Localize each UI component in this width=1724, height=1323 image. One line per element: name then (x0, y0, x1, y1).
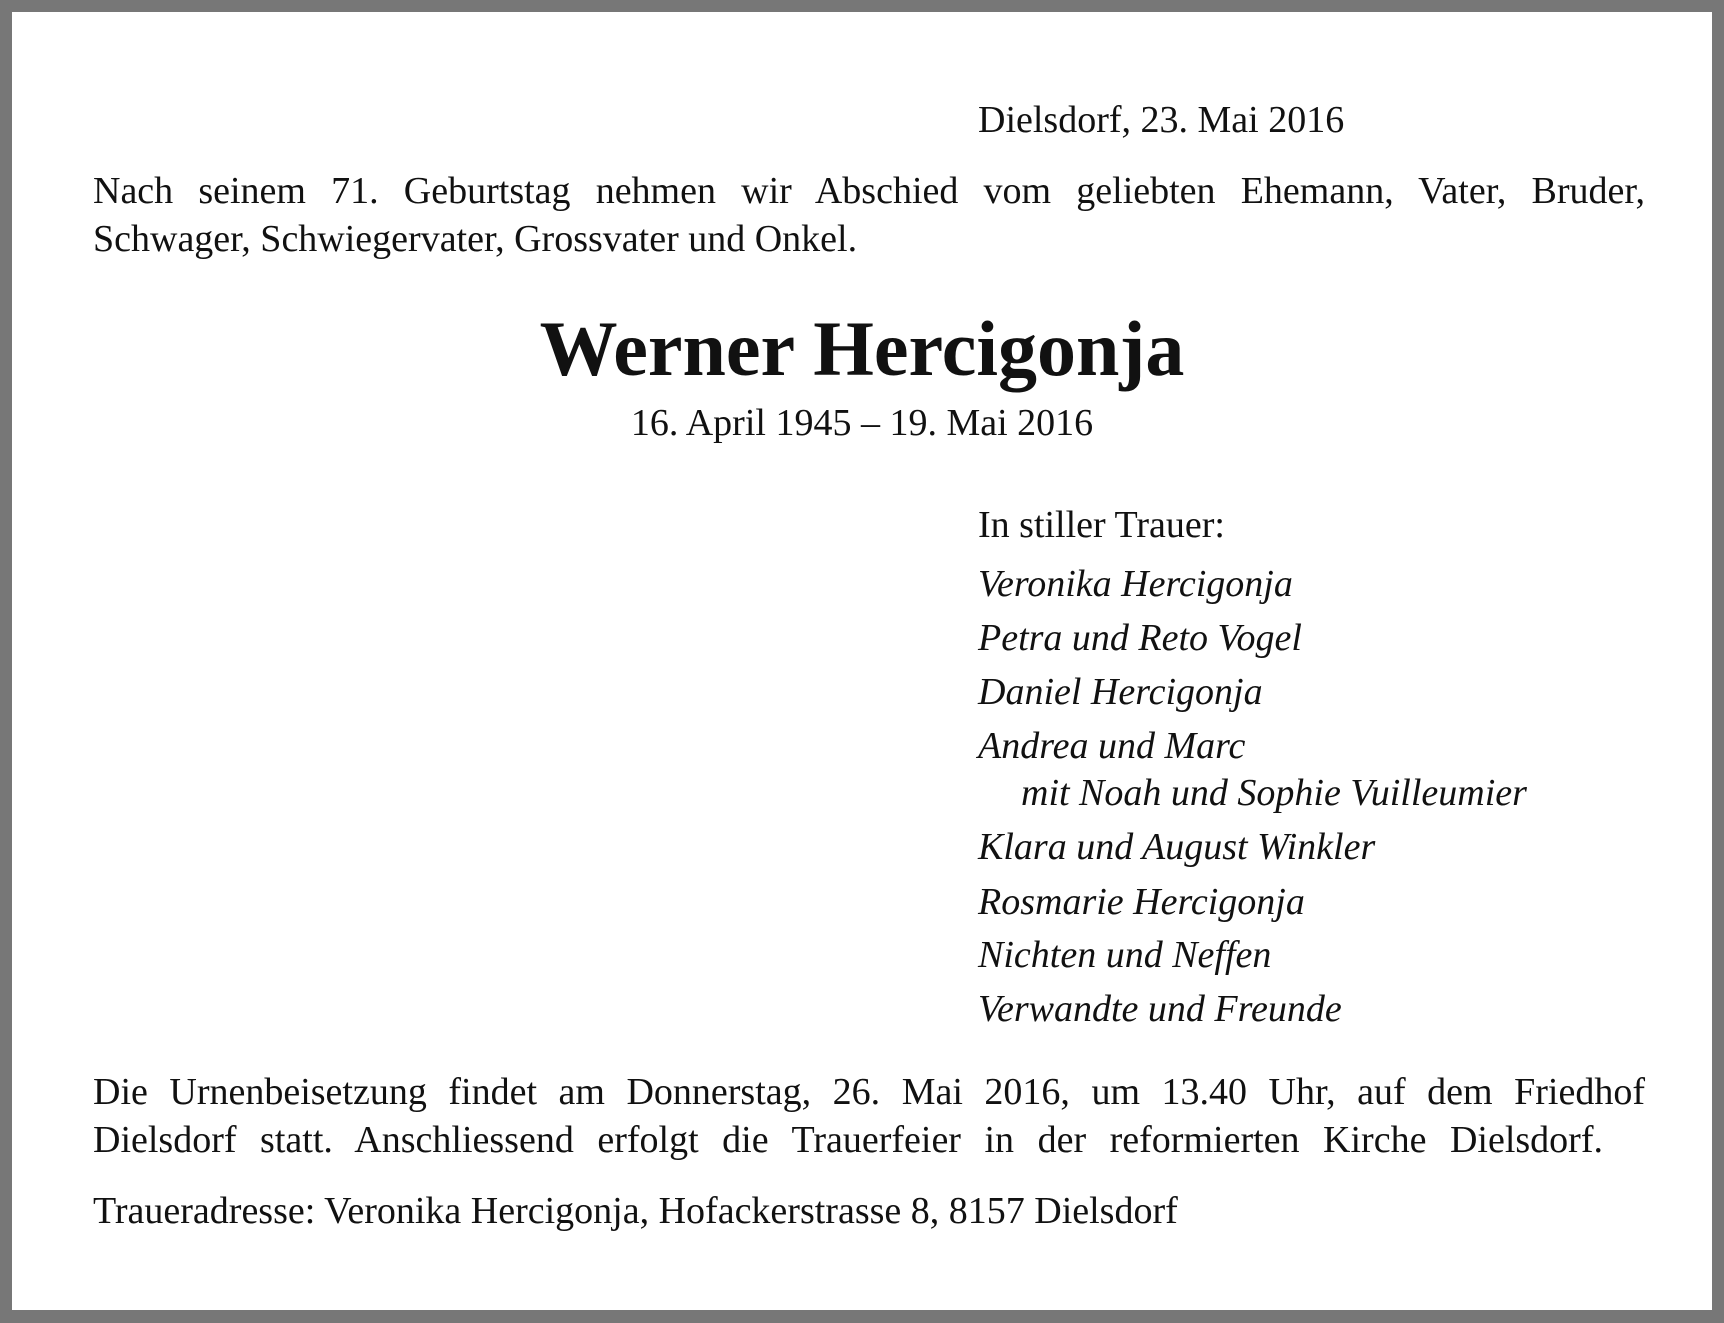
mourner: Petra und Reto Vogel (978, 617, 1302, 659)
mourner: Andrea und Marc (978, 725, 1246, 767)
mourner: Nichten und Neffen (978, 934, 1272, 976)
mourner: Veronika Hercigonja (978, 563, 1293, 605)
place-date: Dielsdorf, 23. Mai 2016 (978, 99, 1345, 141)
intro-line-2: Schwager, Schwiegervater, Grossvater und Onkel. (93, 218, 858, 260)
mourner: mit Noah und Sophie Vuilleumier (1021, 772, 1527, 814)
deceased-name: Werner Hercigonja (539, 305, 1185, 392)
mourner: Rosmarie Hercigonja (978, 881, 1305, 923)
intro-line-1: Nach seinem 71. Geburtstag nehmen wir Abschied vom geliebten Ehemann, Vater, Bruder, (93, 170, 1645, 212)
mourner: Klara und August Winkler (978, 826, 1376, 868)
mourner: Verwandte und Freunde (978, 988, 1342, 1030)
ceremony-line-1: Die Urnenbeisetzung findet am Donnerstag, 26. Mai 2016, um 13.40 Uhr, auf dem Friedhof (93, 1071, 1645, 1113)
obituary-page (12, 12, 1712, 1310)
address: Traueradresse: Veronika Hercigonja, Hofackerstrasse 8, 8157 Dielsdorf (93, 1190, 1178, 1232)
mourners-heading: In stiller Trauer: (978, 504, 1225, 546)
ceremony-line-2: Dielsdorf statt. Anschliessend erfolgt die Trauerfeier in der reformierten Kirche Dielsdorf. (93, 1119, 1603, 1161)
mourner: Daniel Hercigonja (978, 671, 1263, 713)
life-dates: 16. April 1945 – 19. Mai 2016 (630, 402, 1094, 444)
